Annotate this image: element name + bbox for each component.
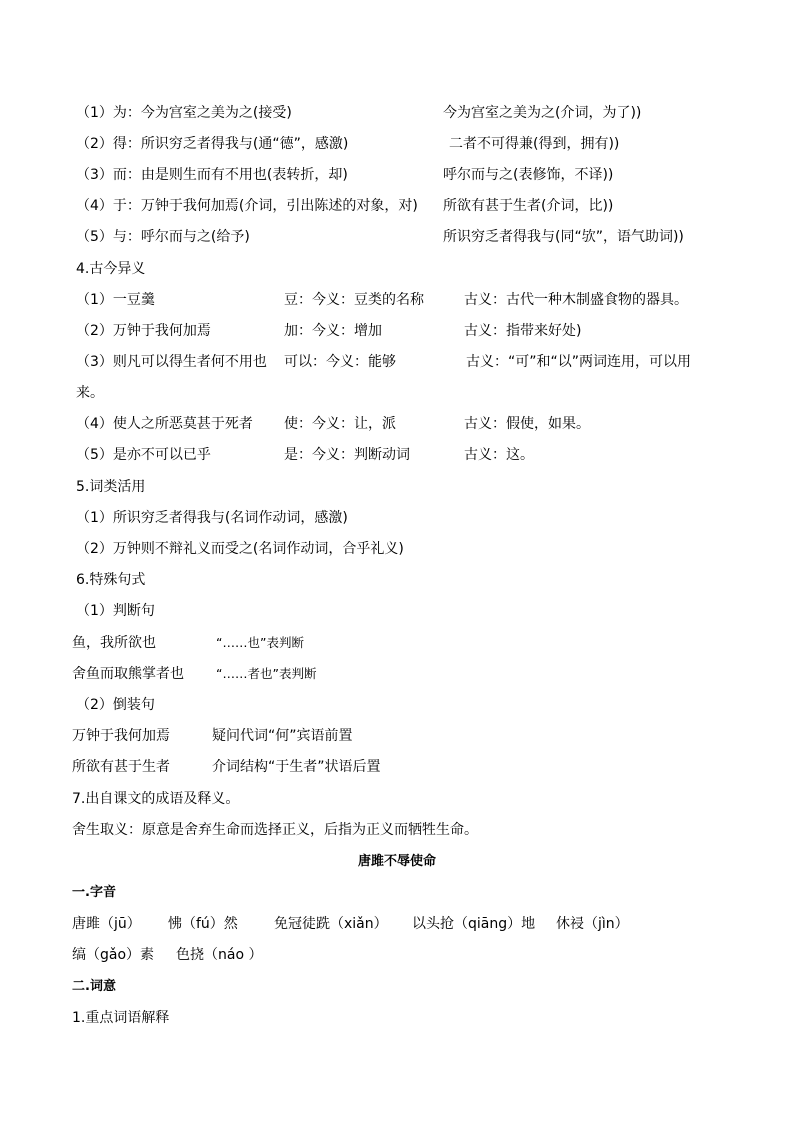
inversion-sentence: 万钟于我何加焉 bbox=[72, 728, 170, 744]
meaning-ancient: 古义：假使，如果。 bbox=[464, 416, 590, 432]
part-of-speech-item: （2）万钟则不辩礼义而受之(名词作动词，合乎礼义) bbox=[76, 541, 404, 557]
meaning-modern: 豆：今义：豆类的名称 bbox=[284, 292, 424, 308]
usage-left: （2）得：所识穷乏者得我与(通“德”，感激) bbox=[76, 136, 349, 152]
inversion-note: 疑问代词“何”宾语前置 bbox=[212, 728, 353, 744]
meaning-example: （5）是亦不可以已乎 bbox=[76, 447, 211, 463]
meaning-example: （4）使人之所恶莫甚于死者 bbox=[76, 416, 253, 432]
judgement-note: “……者也”表判断 bbox=[216, 666, 317, 681]
sub-heading-key-words: 1.重点词语解释 bbox=[72, 1010, 170, 1026]
inversion-note: 介词结构“于生者”状语后置 bbox=[212, 759, 381, 775]
pronunciation-item: 以头抢（qiāng）地 bbox=[412, 916, 536, 932]
sub-heading-inversion: （2）倒装句 bbox=[76, 697, 155, 713]
inversion-sentence: 所欲有甚于生者 bbox=[72, 759, 170, 775]
pronunciation-item: 缟（gǎo）素 bbox=[72, 947, 155, 963]
usage-right: 今为宫室之美为之(介词，为了)) bbox=[443, 105, 642, 121]
usage-right: 二者不可得兼(得到，拥有)) bbox=[449, 136, 620, 152]
meaning-ancient: 古义：指带来好处) bbox=[464, 323, 582, 339]
meaning-example: （2）万钟于我何加焉 bbox=[76, 323, 211, 339]
usage-left: （5）与：呼尔而与之(给予) bbox=[76, 229, 250, 245]
meaning-modern: 使：今义：让，派 bbox=[284, 416, 396, 432]
pronunciation-item: 色挠（náo ） bbox=[176, 947, 263, 963]
idiom-explanation: 舍生取义：原意是舍弃生命而选择正义，后指为正义而牺牲生命。 bbox=[72, 822, 478, 838]
lesson-title: 唐雎不辱使命 bbox=[357, 854, 436, 869]
meaning-ancient: 古义：这。 bbox=[464, 447, 534, 463]
pronunciation-item: 休祲（jìn） bbox=[556, 916, 629, 932]
pronunciation-item: 唐雎（jū） bbox=[72, 916, 141, 932]
usage-left: （3）而：由是则生而有不用也(表转折，却) bbox=[76, 167, 348, 183]
meaning-modern: 是：今义：判断动词 bbox=[284, 447, 410, 463]
meaning-modern: 可以：今义：能够 bbox=[284, 354, 396, 370]
section-heading-5: 5.词类活用 bbox=[76, 479, 146, 495]
usage-right: 呼尔而与之(表修饰，不译)) bbox=[443, 167, 614, 183]
section-heading-7: 7.出自课文的成语及释义。 bbox=[72, 791, 240, 807]
part-heading-pronunciation: 一.字音 bbox=[72, 885, 116, 900]
meaning-continuation: 来。 bbox=[76, 385, 104, 401]
usage-left: （4）于：万钟于我何加焉(介词，引出陈述的对象，对) bbox=[76, 198, 418, 214]
judgement-note: “……也”表判断 bbox=[216, 635, 304, 650]
pronunciation-item: 怫（fú）然 bbox=[168, 916, 238, 932]
judgement-sentence: 舍鱼而取熊掌者也 bbox=[72, 666, 184, 682]
part-of-speech-item: （1）所识穷乏者得我与(名词作动词，感激) bbox=[76, 510, 348, 526]
sub-heading-judgement: （1）判断句 bbox=[76, 603, 155, 619]
meaning-modern: 加：今义：增加 bbox=[284, 323, 382, 339]
section-heading-4: 4.古今异义 bbox=[76, 261, 146, 277]
part-heading-meaning: 二.词意 bbox=[72, 979, 116, 994]
usage-right: 所识穷乏者得我与(同“欤”，语气助词)) bbox=[443, 229, 684, 245]
meaning-ancient: 古义：古代一种木制盛食物的器具。 bbox=[464, 292, 688, 308]
section-heading-6: 6.特殊句式 bbox=[76, 572, 146, 588]
meaning-example: （1）一豆羹 bbox=[76, 292, 155, 308]
usage-right: 所欲有甚于生者(介词，比)) bbox=[443, 198, 614, 214]
usage-left: （1）为：今为宫室之美为之(接受) bbox=[76, 105, 292, 121]
meaning-ancient: 古义：“可”和“以”两词连用，可以用 bbox=[466, 354, 692, 370]
judgement-sentence: 鱼，我所欲也 bbox=[72, 635, 156, 651]
pronunciation-item: 免冠徒跣（xiǎn） bbox=[274, 916, 388, 932]
meaning-example: （3）则凡可以得生者何不用也 bbox=[76, 354, 267, 370]
